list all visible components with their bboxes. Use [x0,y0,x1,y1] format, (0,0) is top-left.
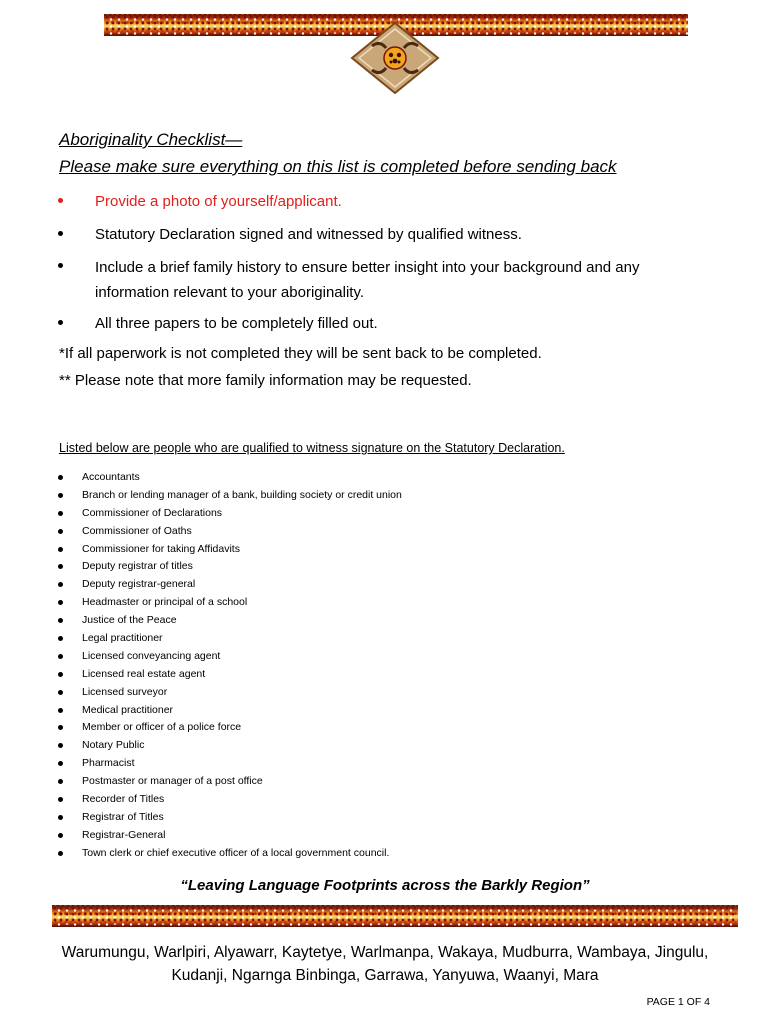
bullet-icon [58,263,63,268]
more-info-note: ** Please note that more family information may be requested. [59,372,472,389]
witness-list-item: Deputy registrar of titles [0,558,770,576]
bullet-icon [58,582,63,587]
bullet-icon [58,833,63,838]
bullet-icon [58,690,63,695]
bullet-icon [58,654,63,659]
checklist [0,190,770,340]
tagline: “Leaving Language Footprints across the Barkly Region” [180,877,590,894]
witness-list-item: Licensed real estate agent [0,666,770,684]
witness-list-item: Justice of the Peace [0,612,770,630]
witness-list-item: Commissioner of Oaths [0,523,770,541]
checklist-item: Provide a photo of yourself/applicant. [0,190,770,223]
checklist-item: Statutory Declaration signed and witnessed by qualified witness. [0,223,770,255]
witness-list-item: Town clerk or chief executive officer of a local government council. [0,845,770,863]
witness-list-item: Notary Public [0,737,770,755]
witness-list-item: Medical practitioner [0,702,770,720]
witness-list-item: Registrar of Titles [0,809,770,827]
checklist-subtitle: Please make sure everything on this list is completed before sending back [59,157,617,176]
witness-list-item: Licensed conveyancing agent [0,648,770,666]
checklist-item: All three papers to be completely filled out. [0,312,770,340]
witness-list-item: Recorder of Titles [0,791,770,809]
witness-list-item: Member or officer of a police force [0,719,770,737]
bullet-icon [58,618,63,623]
witness-list-item: Postmaster or manager of a post office [0,773,770,791]
witness-list-item: Commissioner of Declarations [0,505,770,523]
witness-list-heading: Listed below are people who are qualified to witness signature on the Statutory Declaration. [59,441,565,455]
bottom-dot-art-banner [52,905,738,927]
witness-list-item: Licensed surveyor [0,684,770,702]
bullet-icon [58,815,63,820]
page-number: PAGE 1 OF 4 [646,996,710,1008]
witness-list-item: Registrar-General [0,827,770,845]
bullet-icon [58,475,63,480]
bullet-icon [58,600,63,605]
checklist-title: Aboriginality Checklist— [59,130,243,149]
bullet-icon [58,797,63,802]
witness-list-item: Deputy registrar-general [0,576,770,594]
language-groups: Warumungu, Warlpiri, Alyawarr, Kaytetye, Warlmanpa, Wakaya, Mudburra, Wambaya, Jingulu, Kudanji, Ngarnga Binbinga, Garrawa, Yanyuwa, Waanyi, Mara [61,944,709,984]
bullet-icon [58,636,63,641]
bullet-icon [58,564,63,569]
witness-list-item: Commissioner for taking Affidavits [0,541,770,559]
bullet-icon [58,725,63,730]
bullet-icon [58,708,63,713]
bullet-icon [58,320,63,325]
incomplete-paperwork-note: *If all paperwork is not completed they will be sent back to be completed. [59,345,542,362]
bullet-icon [58,511,63,516]
witness-list-item: Legal practitioner [0,630,770,648]
diamond-emblem-logo [350,22,440,94]
bullet-icon [58,231,63,236]
witness-list [0,469,770,863]
checklist-item: Include a brief family history to ensure better insight into your background and any information relevant to your aboriginality. [0,255,770,312]
bullet-icon [58,672,63,677]
bullet-icon [58,529,63,534]
bullet-icon [58,761,63,766]
witness-list-item: Branch or lending manager of a bank, building society or credit union [0,487,770,505]
bullet-icon [58,198,63,203]
bullet-icon [58,851,63,856]
bullet-icon [58,779,63,784]
witness-list-item: Pharmacist [0,755,770,773]
witness-list-item: Accountants [0,469,770,487]
witness-list-item: Headmaster or principal of a school [0,594,770,612]
bullet-icon [58,547,63,552]
bullet-icon [58,743,63,748]
bullet-icon [58,493,63,498]
